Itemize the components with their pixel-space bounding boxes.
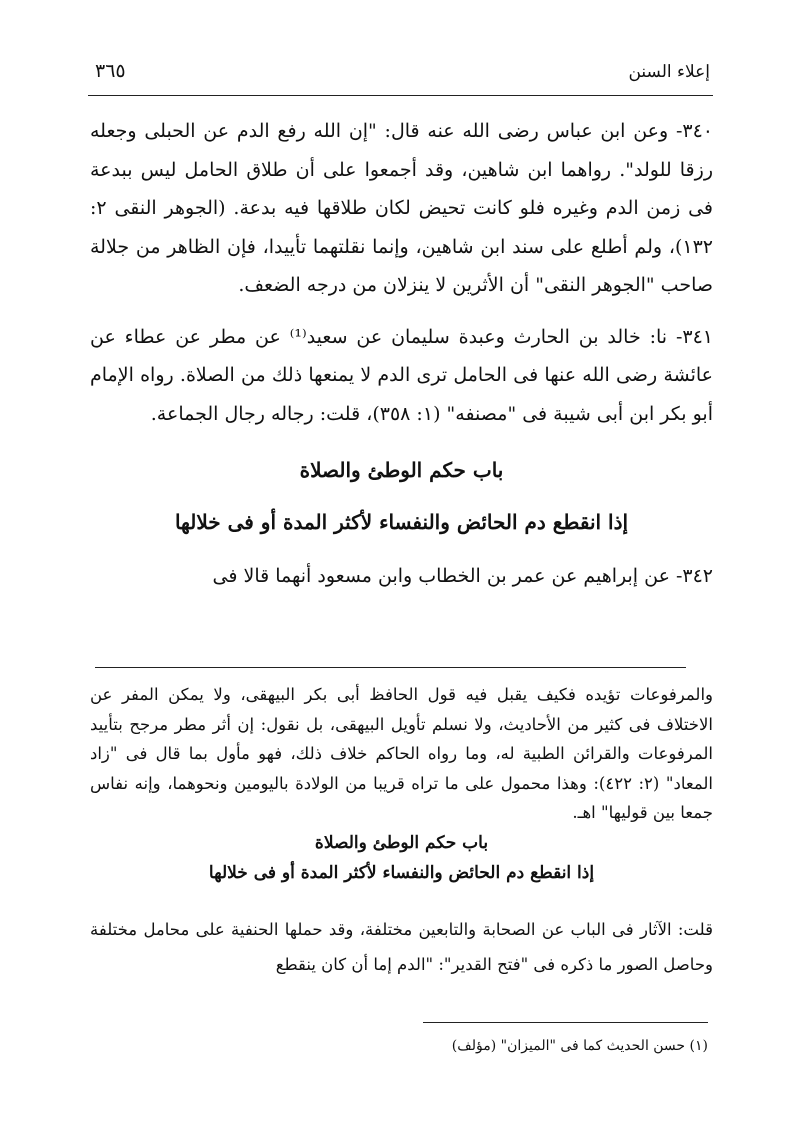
hadith-340: ٣٤٠- وعن ابن عباس رضى الله عنه قال: "إن الله رفع الدم عن الحبلى وجعله رزقا للولد". رواهما ابن شاهين، وقد أجمعوا على أن طلاق الحامل ليس ببدعة فى زمن الدم وغيره فلو كانت تحيض لكان طلاقها فيه بدعة. (الجوهر النقى ٢: ١٣٢)، ولم أطلع على سند ابن شاهين، وإنما نقلتهما تأييدا، فإن الظاهر من جلالة صاحب "الجوهر النقى" أن الأثرين لا ينزلان من درجه الضعف. — [90, 120, 713, 296]
chapter-subheading: إذا انقطع دم الحائض والنفساء لأكثر المدة أو فى خلالها — [174, 510, 629, 534]
commentary-paragraph-2: قلت: الآثار فى الباب عن الصحابة والتابعين مختلفة، وقد حملها الحنفية على محامل مختلفة وحاصل الصور ما ذكره فى "فتح القدير": "الدم إما أن كان ينقطع — [90, 919, 713, 974]
footnote: (١) حسن الحديث كما فى "الميزان" (مؤلف) — [451, 1038, 708, 1054]
hadith-342: ٣٤٢- عن إبراهيم عن عمر بن الخطاب وابن مسعود أنهما قالا فى — [212, 565, 713, 587]
commentary-text — [90, 680, 713, 982]
commentary-separator — [95, 667, 686, 668]
hadith-341: ٣٤١- نا: خالد بن الحارث وعبدة سليمان عن سعيد⁽¹⁾ عن مطر عن عطاء عن عائشة رضى الله عنها فى الحامل ترى الدم لا يمنعها ذلك من الصلاة. رواه الإمام أبو بكر ابن أبى شيبة فى "مصنفه" (١: ٣٥٨)، قلت: رجاله رجال الجماعة. — [90, 325, 713, 425]
chapter-heading: باب حكم الوطئ والصلاة — [299, 458, 504, 482]
footnote-separator — [423, 1022, 708, 1023]
main-text — [90, 112, 713, 596]
running-header-title: إعلاء السنن — [628, 62, 710, 82]
header-rule — [88, 95, 713, 96]
commentary-heading: باب حكم الوطئ والصلاة — [314, 832, 489, 853]
commentary-paragraph: والمرفوعات تؤيده فكيف يقبل فيه قول الحافظ أبى بكر البيهقى، ولا يمكن المفر عن الاختلاف فى كثير من الأحاديث، ولا نسلم تأويل البيهقى، بل نقول: إن أثر مطر مرجح بتأييد المرفوعات والقرائن الطبية له، وما رواه الحاكم خلاف ذلك، فهو مأول بما قال فى "زاد المعاد" (٢: ٤٢٢): وهذا محمول على ما تراه قريبا من الولادة باليومين ونحوهما، وإنه نفاس جمعا بين قوليها" اهـ. — [90, 685, 714, 822]
commentary-subheading: إذا انقطع دم الحائض والنفساء لأكثر المدة أو فى خلالها — [208, 862, 595, 883]
page-number: ٣٦٥ — [95, 60, 126, 82]
